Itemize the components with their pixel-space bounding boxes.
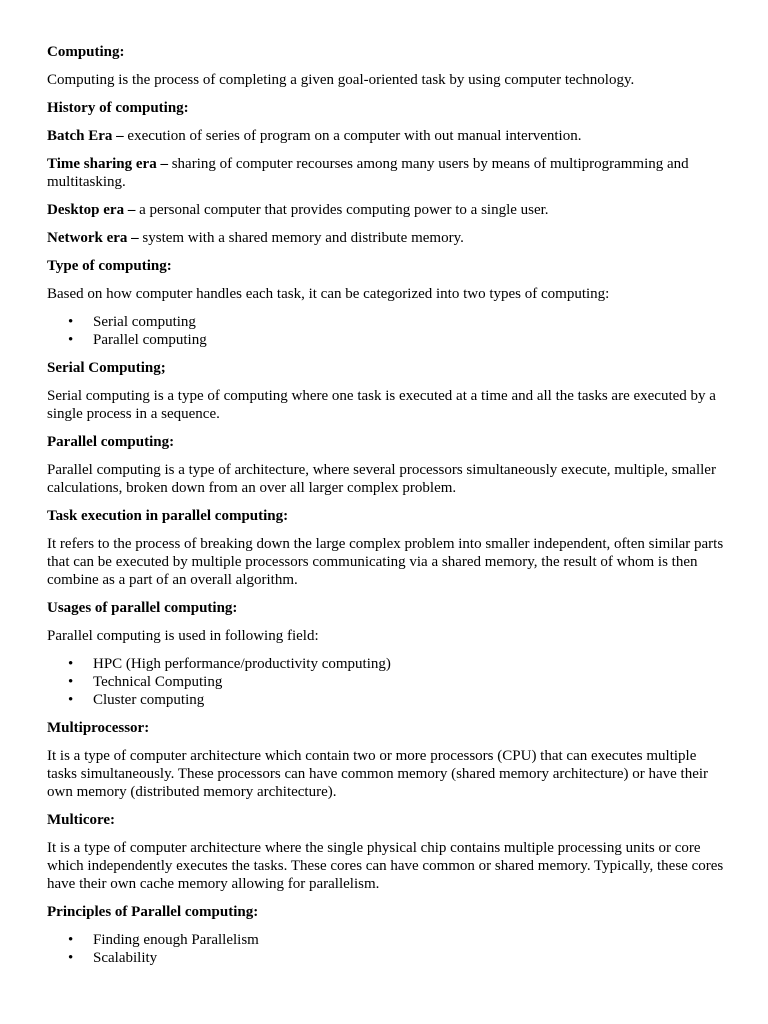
section-heading-principles: Principles of Parallel computing: [47, 904, 259, 920]
section-heading-parallel: Parallel computing: [47, 434, 175, 450]
era-batch-text: execution of series of program on a computer with out manual intervention. [123, 128, 582, 144]
era-network-text: system with a shared memory and distribute memory. [138, 230, 464, 246]
section-heading-task-execution: Task execution in parallel computing: [47, 508, 289, 524]
list-item [47, 931, 727, 949]
multicore-definition: It is a type of computer architecture where the single physical chip contains multiple processing units or core which independently executes the tasks. These cores can have common or shared memory. Typically, these cores have their own cache memory allowing for parallelism. [47, 840, 724, 892]
list-item [47, 655, 727, 673]
era-desktop-text: a personal computer that provides computing power to a single user. [135, 202, 549, 218]
list-item [47, 331, 727, 349]
type-intro: Based on how computer handles each task, it can be categorized into two types of computing: [47, 286, 610, 302]
computing-definition: Computing is the process of completing a given goal-oriented task by using computer technology. [47, 72, 635, 88]
section-heading-computing: Computing: [47, 44, 125, 60]
section-heading-usages: Usages of parallel computing: [47, 600, 238, 616]
list-item-text: Cluster computing [93, 692, 205, 708]
bullet-icon: • [68, 656, 74, 672]
era-desktop-term: Desktop era – [47, 202, 136, 218]
principles-list [47, 931, 727, 967]
serial-definition: Serial computing is a type of computing where one task is executed at a time and all the tasks are executed by a single process in a sequence. [47, 388, 716, 422]
parallel-definition: Parallel computing is a type of architecture, where several processors simultaneously execute, multiple, smaller calculations, broken down from an over all larger complex problem. [47, 462, 716, 496]
task-execution-definition: It refers to the process of breaking down the large complex problem into smaller independent, often similar parts that can be executed by multiple processors communicating via a shared memory, the result of whom is then combine as a part of an overall algorithm. [47, 536, 724, 588]
list-item [47, 949, 727, 967]
section-heading-serial: Serial Computing; [47, 360, 166, 376]
list-item [47, 313, 727, 331]
section-heading-multicore: Multicore: [47, 812, 116, 828]
bullet-icon: • [68, 950, 74, 966]
era-network-term: Network era – [47, 230, 139, 246]
document-page [47, 43, 727, 977]
era-batch [47, 127, 727, 145]
era-desktop [47, 201, 727, 219]
list-item [47, 673, 727, 691]
type-list [47, 313, 727, 349]
usages-intro: Parallel computing is used in following field: [47, 628, 319, 644]
era-timesharing-term: Time sharing era – [47, 156, 168, 172]
era-timesharing [47, 155, 727, 191]
era-timesharing-text: sharing of computer recourses among many users by means of multiprogramming and multitasking. [47, 156, 689, 190]
bullet-icon: • [68, 332, 74, 348]
bullet-icon: • [68, 674, 74, 690]
list-item [47, 691, 727, 709]
list-item-text: Scalability [93, 950, 158, 966]
era-batch-term: Batch Era – [47, 128, 124, 144]
era-network [47, 229, 727, 247]
section-heading-history: History of computing: [47, 100, 189, 116]
bullet-icon: • [68, 932, 74, 948]
list-item-text: Finding enough Parallelism [93, 932, 259, 948]
bullet-icon: • [68, 314, 74, 330]
list-item-text: HPC (High performance/productivity computing) [93, 656, 391, 672]
multiprocessor-definition: It is a type of computer architecture which contain two or more processors (CPU) that can executes multiple tasks simultaneously. These processors can have common memory (shared memory architecture) or have their own memory (distributed memory architecture). [47, 748, 709, 800]
list-item-text: Parallel computing [93, 332, 207, 348]
usages-list [47, 655, 727, 709]
section-heading-multiprocessor: Multiprocessor: [47, 720, 150, 736]
bullet-icon: • [68, 692, 74, 708]
list-item-text: Technical Computing [93, 674, 223, 690]
section-heading-type: Type of computing: [47, 258, 172, 274]
list-item-text: Serial computing [93, 314, 196, 330]
